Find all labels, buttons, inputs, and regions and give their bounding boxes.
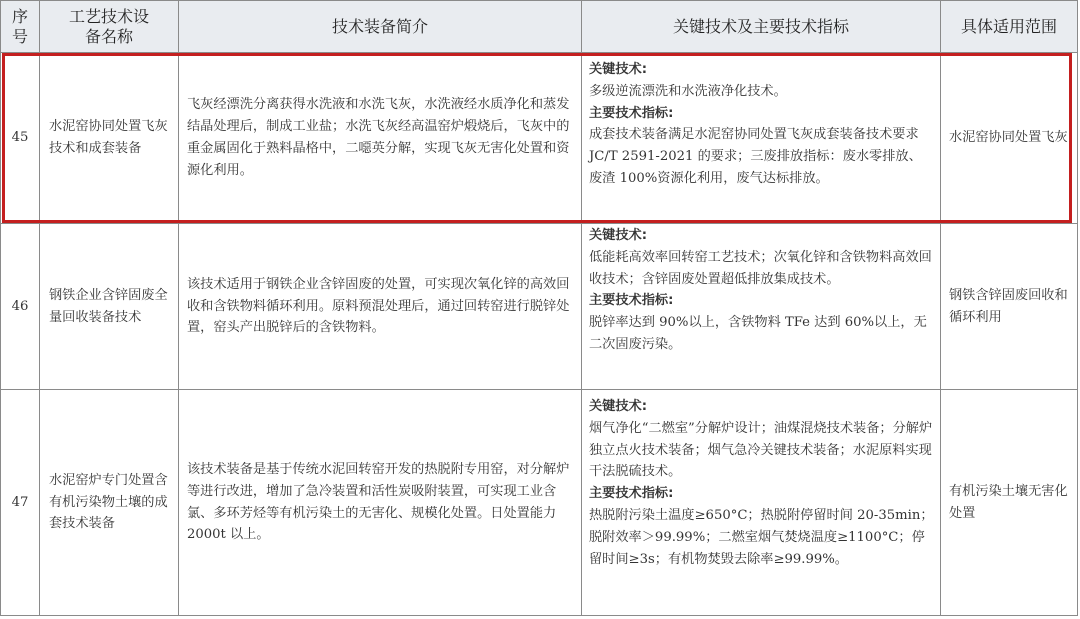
header-key-indicators: 关键技术及主要技术指标 bbox=[582, 1, 941, 53]
row-intro: 该技术装备是基于传统水泥回转窑开发的热脱附专用窑，对分解炉等进行改进，增加了急冷装置和活性炭吸附装置，可实现工业含氯、多环芳烃等有机污染土的无害化、规模化处置。日处置能力 2000t 以上。 bbox=[179, 390, 582, 616]
row-name: 钢铁企业含锌固废全量回收装备技术 bbox=[40, 224, 179, 390]
header-seq: 序号 bbox=[1, 1, 40, 53]
indicator-label: 主要技术指标: bbox=[589, 486, 674, 502]
key-tech-label: 关键技术: bbox=[589, 399, 648, 414]
indicator-label: 主要技术指标: bbox=[589, 293, 674, 309]
key-tech-text: 多级逆流漂洗和水洗液净化技术。 bbox=[589, 83, 787, 99]
row-seq: 46 bbox=[1, 224, 40, 390]
row-key-indicators bbox=[582, 390, 941, 616]
row-key-indicators bbox=[582, 53, 941, 224]
key-tech-text: 低能耗高效率回转窑工艺技术；次氧化锌和含铁物料高效回收技术；含锌固废处置超低排放集成技术。 bbox=[589, 249, 932, 287]
header-scope: 具体适用范围 bbox=[941, 1, 1078, 53]
indicator-text: 成套技术装备满足水泥窑协同处置飞灰成套装备技术要求 JC/T 2591-2021 的要求；三废排放指标：废水零排放、废渣 100%资源化利用，废气达标排放。 bbox=[589, 127, 922, 186]
row-name: 水泥窑协同处置飞灰技术和成套装备 bbox=[40, 53, 179, 224]
table-row bbox=[1, 53, 1078, 224]
row-intro: 飞灰经漂洗分离获得水洗液和水洗飞灰，水洗液经水质净化和蒸发结晶处理后，制成工业盐；水洗飞灰经高温窑炉煅烧后，飞灰中的重金属固化于熟料晶格中，二噁英分解，实现飞灰无害化处置和资源化利用。 bbox=[179, 53, 582, 224]
row-scope: 水泥窑协同处置飞灰 bbox=[941, 53, 1078, 224]
indicator-text: 脱锌率达到 90%以上，含铁物料 TFe 达到 60%以上，无二次固废污染。 bbox=[589, 315, 927, 352]
key-tech-label: 关键技术: bbox=[589, 228, 648, 243]
row-intro: 该技术适用于钢铁企业含锌固废的处置，可实现次氧化锌的高效回收和含铁物料循环利用。原料预混处理后，通过回转窑进行脱锌处置，窑头产出脱锌后的含铁物料。 bbox=[179, 224, 582, 390]
row-key-indicators bbox=[582, 224, 941, 390]
table-header-row bbox=[1, 1, 1078, 53]
row-seq: 45 bbox=[1, 53, 40, 224]
indicator-label: 主要技术指标: bbox=[589, 105, 674, 121]
row-seq: 47 bbox=[1, 390, 40, 616]
table-row bbox=[1, 224, 1078, 390]
table-row bbox=[1, 390, 1078, 616]
row-name: 水泥窑炉专门处置含有机污染物土壤的成套技术装备 bbox=[40, 390, 179, 616]
key-tech-text: 烟气净化“二燃室”分解炉设计；油煤混烧技术装备；分解炉独立点火技术装备；烟气急冷关键技术装备；水泥原料实现干法脱硫技术。 bbox=[589, 420, 933, 480]
row-scope: 有机污染土壤无害化处置 bbox=[941, 390, 1078, 616]
key-tech-label: 关键技术: bbox=[589, 62, 648, 77]
header-intro: 技术装备简介 bbox=[179, 1, 582, 53]
indicator-text: 热脱附污染土温度≥650°C；热脱附停留时间 20-35min；脱附效率＞99.99%；二燃室烟气焚烧温度≥1100°C；停留时间≥3s；有机物焚毁去除率≥99.99%。 bbox=[589, 507, 934, 567]
row-scope: 钢铁含锌固废回收和循环利用 bbox=[941, 224, 1078, 390]
header-name: 工艺技术设备名称 bbox=[40, 1, 179, 53]
